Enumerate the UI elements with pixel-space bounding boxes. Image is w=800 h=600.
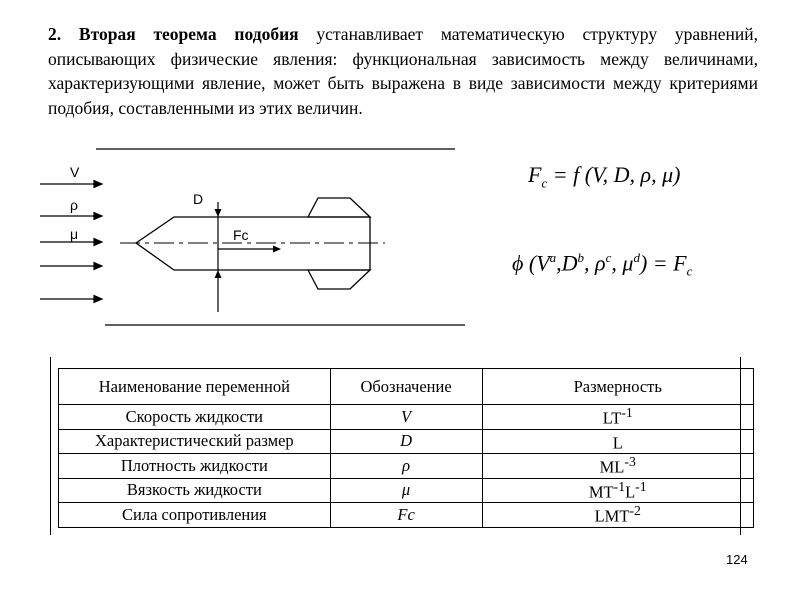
page-number: 124 — [726, 552, 748, 567]
theorem-heading: 2. Вторая теорема подобия — [48, 24, 299, 44]
table-row — [59, 503, 754, 528]
table-row — [59, 429, 754, 454]
table-row — [59, 454, 754, 479]
var-symbol: μ — [330, 478, 482, 503]
var-symbol: ρ — [330, 454, 482, 479]
var-dimension: $MT^{-1}L^{-1}$ — [482, 478, 754, 503]
fc-arrowhead — [273, 246, 281, 253]
table-row — [59, 478, 754, 503]
var-name: Сила сопротивления — [59, 503, 331, 528]
formula-phi: ϕ ($V^a,D^b$, $\rho^c$, $\mu^d) = F_c$ — [512, 250, 693, 279]
variables-table — [58, 368, 754, 528]
d-arrow-bottom — [215, 270, 222, 278]
var-symbol: Fc — [330, 503, 482, 528]
header-name: Наименование переменной — [59, 369, 331, 405]
var-name: Скорость жидкости — [59, 405, 331, 430]
tail-fin-bottom — [308, 270, 370, 289]
var-dimension: $ML^{-3}$ — [482, 454, 754, 479]
label-fc: Fc — [233, 227, 249, 243]
label-v: V — [70, 164, 80, 180]
var-dimension: L — [482, 429, 754, 454]
var-name: Характеристический размер — [59, 429, 331, 454]
var-name: Плотность жидкости — [59, 454, 331, 479]
var-symbol: V — [330, 405, 482, 430]
theorem-paragraph — [48, 22, 758, 120]
flow-diagram — [40, 140, 480, 340]
label-rho: ρ — [70, 197, 78, 213]
label-mu: μ — [70, 226, 79, 242]
var-symbol: D — [330, 429, 482, 454]
theorem-text: устанавливает математическую структуру уравнений, описывающих физические явления: функциональная зависимость между величинами, характеризующими явление, может быть выражена в виде зависимости между критериями подобия, составленными из этих величин. — [48, 24, 758, 118]
var-dimension: $LMT^{-2}$ — [482, 503, 754, 528]
d-arrow-top — [215, 209, 222, 217]
tail-fin-top — [308, 198, 370, 217]
header-dimension: Размерность — [482, 369, 754, 405]
var-dimension: $LT^{-1}$ — [482, 405, 754, 430]
table-header-row — [59, 369, 754, 405]
var-name: Вязкость жидкости — [59, 478, 331, 503]
label-d: D — [193, 191, 204, 207]
table-side-line-left — [50, 357, 51, 535]
formula-fc: $F_c = f$ (V, D, ρ, μ) — [528, 162, 681, 191]
table-row — [59, 405, 754, 430]
header-symbol: Обозначение — [330, 369, 482, 405]
